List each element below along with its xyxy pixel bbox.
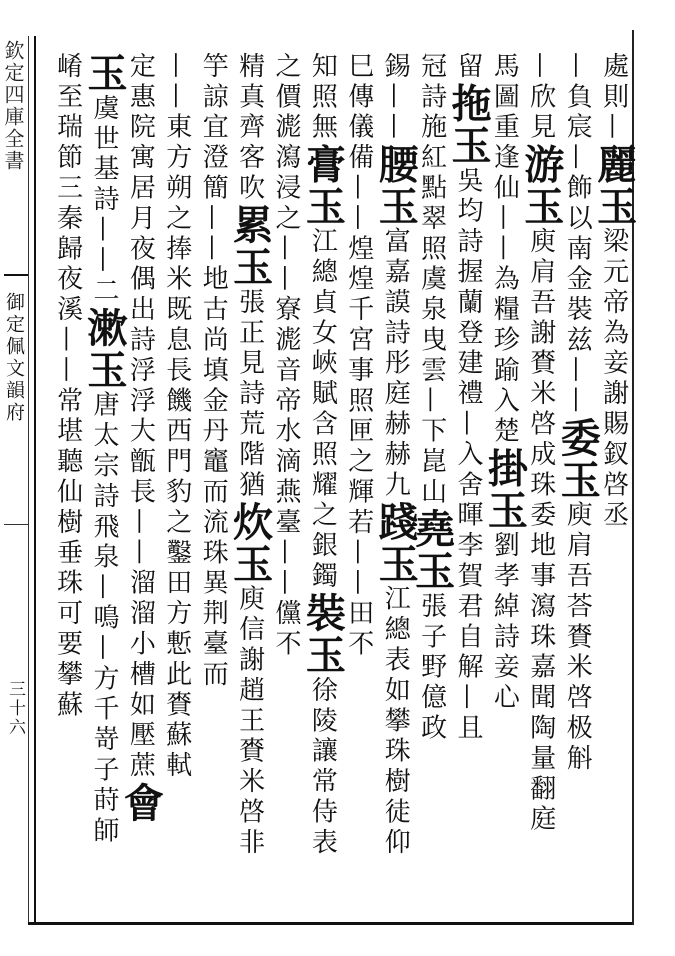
column-text: 寮滮音帝水滴 [271, 295, 301, 478]
folio-number: 三十六 [5, 680, 25, 737]
column-text: 富嘉謨詩彤庭赫赫九 [380, 227, 411, 501]
column-text: — [89, 573, 119, 604]
column-text: 庾肩吾荅賚米啓极斛 [562, 500, 593, 775]
column-text: — [161, 82, 192, 113]
column-text: 鳴 [89, 603, 119, 635]
column-text: 常堪聽仙樹垂珠可要攀蘇 [52, 386, 83, 721]
headword: 腰玉 [372, 143, 420, 228]
column-text: — [161, 52, 192, 83]
headword: 裝玉 [299, 592, 347, 677]
headword: 玉 [81, 52, 128, 94]
column-text: 定惠院寓居月夜偶出詩浮浮大甑長 [125, 52, 156, 508]
column-text: —— [271, 234, 301, 296]
column-text: 處則 [598, 52, 629, 113]
headword: 掛玉 [481, 447, 529, 532]
headword: 踐玉 [372, 500, 420, 585]
margin-top-text: 欽定四庫全書 [1, 40, 25, 172]
headword: 麗玉 [590, 143, 638, 228]
column-text: 飾以南金裝兹 [562, 173, 593, 357]
column-text: 張子野億政 [416, 592, 447, 745]
column-text: — [453, 409, 483, 441]
column-text: 二 [89, 276, 119, 307]
column-text: — [89, 634, 119, 665]
column-text: 庾信謝趙王賚米啓非 [234, 584, 265, 859]
column-text: 竽諒宜澄簡 [198, 52, 229, 204]
column-text: — [525, 52, 556, 83]
column-text: — [598, 112, 629, 144]
headword: 漱玉 [81, 306, 128, 391]
column-text: 為糧珍踰入楚 [489, 264, 520, 448]
column-text: —— [380, 82, 411, 144]
column-text: 庾肩吾謝賚米啓成珠委地事 [525, 227, 556, 593]
column-text: 入舍暉李賀 [453, 440, 483, 593]
column-text: — [453, 683, 483, 714]
column-text: 知照 [307, 52, 338, 113]
frame-outer-left-line [28, 36, 29, 924]
column-text: 江總表如攀珠樹徒仰 [380, 584, 411, 859]
column-text: 張正見詩荒階猶 [234, 288, 265, 501]
headword: 膏玉 [299, 143, 347, 228]
column-text: —— [489, 204, 520, 265]
headword: 炊玉 [226, 500, 274, 585]
column-text: 無 [307, 112, 338, 144]
frame-bottom-line [28, 922, 632, 925]
column-text: —— [198, 204, 229, 265]
column-text: 梁元帝為妾謝賜釵啓 [598, 227, 629, 501]
column-text: 江總貞女峽賦含照耀之銀鐲 [307, 227, 338, 593]
text-column-16 [46, 52, 90, 922]
headword: 堯玉 [408, 508, 456, 593]
column-text: —— [52, 325, 83, 387]
column-text: 冠 [416, 52, 447, 83]
column-text: —— [89, 215, 119, 277]
column-text: 地古尚填金 [198, 264, 229, 417]
column-text: 且 [453, 713, 483, 745]
column-text: —— [562, 356, 593, 417]
column-text: 丹竈而流珠異荆臺而 [198, 416, 229, 691]
column-text: 煌煌千宮事 [343, 234, 374, 387]
column-text: 崤至瑞節三秦歸 [52, 52, 83, 265]
column-text: 劉孝綽詩妾心 [489, 531, 520, 714]
margin-strip [0, 0, 28, 956]
column-text: 巳傳 [343, 52, 374, 113]
column-text: 下崑山 [416, 416, 447, 509]
column-text: —— [125, 508, 156, 569]
column-text: 夜溪 [52, 264, 83, 326]
column-text: 照匣之輝若 [343, 386, 374, 539]
column-text: 徐陵讓常侍表 [307, 676, 338, 859]
headword: 拖玉 [445, 82, 492, 167]
column-text: —— [271, 538, 301, 600]
column-text: 君自解 [453, 592, 483, 684]
column-text: 虞世基詩 [89, 94, 119, 216]
column-text: — [562, 143, 593, 174]
column-text: 錫 [380, 52, 411, 83]
column-text: 重逢仙 [489, 112, 520, 205]
column-text: — [416, 386, 447, 417]
column-text: 留 [453, 52, 483, 83]
column-text: 田不 [343, 599, 374, 661]
column-text: 吳均詩握蘭登建禮 [453, 166, 483, 410]
column-text: 馬圖 [489, 52, 520, 113]
column-text: 滮瀉浸之 [271, 112, 301, 235]
column-text: 精真齊客吹 [234, 52, 265, 204]
column-text: —— [343, 173, 374, 235]
column-text: 欣見 [525, 82, 556, 144]
column-text: 東方朔之捧米既息長饑西門豹之鑿田方慙此賚蘇軾 [161, 112, 192, 782]
column-text: 唐太宗詩飛泉 [89, 390, 119, 574]
column-text: 溜溜小槽如壓蔗 [125, 568, 156, 782]
frame-inner-left-line [34, 36, 36, 924]
column-text: 之價 [271, 52, 301, 113]
column-text: 儻不 [271, 599, 301, 661]
headword: 委玉 [554, 416, 602, 501]
column-text: 燕臺 [271, 477, 301, 539]
column-text: —— [343, 538, 374, 600]
column-text: 儀備 [343, 112, 374, 174]
column-text: 丞 [598, 500, 629, 532]
headword: 游玉 [517, 143, 565, 228]
book-title: 御定佩文韻府 [3, 292, 25, 424]
headword: 會 [117, 781, 165, 824]
column-text: 詩施紅點翠照虞泉曳雲 [416, 82, 447, 387]
column-text: —負宸 [562, 52, 593, 144]
column-text: 方千嵜子莳師 [89, 664, 119, 847]
column-text: 瀉珠嘉聞陶量翻庭 [525, 592, 556, 836]
headword: 累玉 [226, 204, 274, 288]
